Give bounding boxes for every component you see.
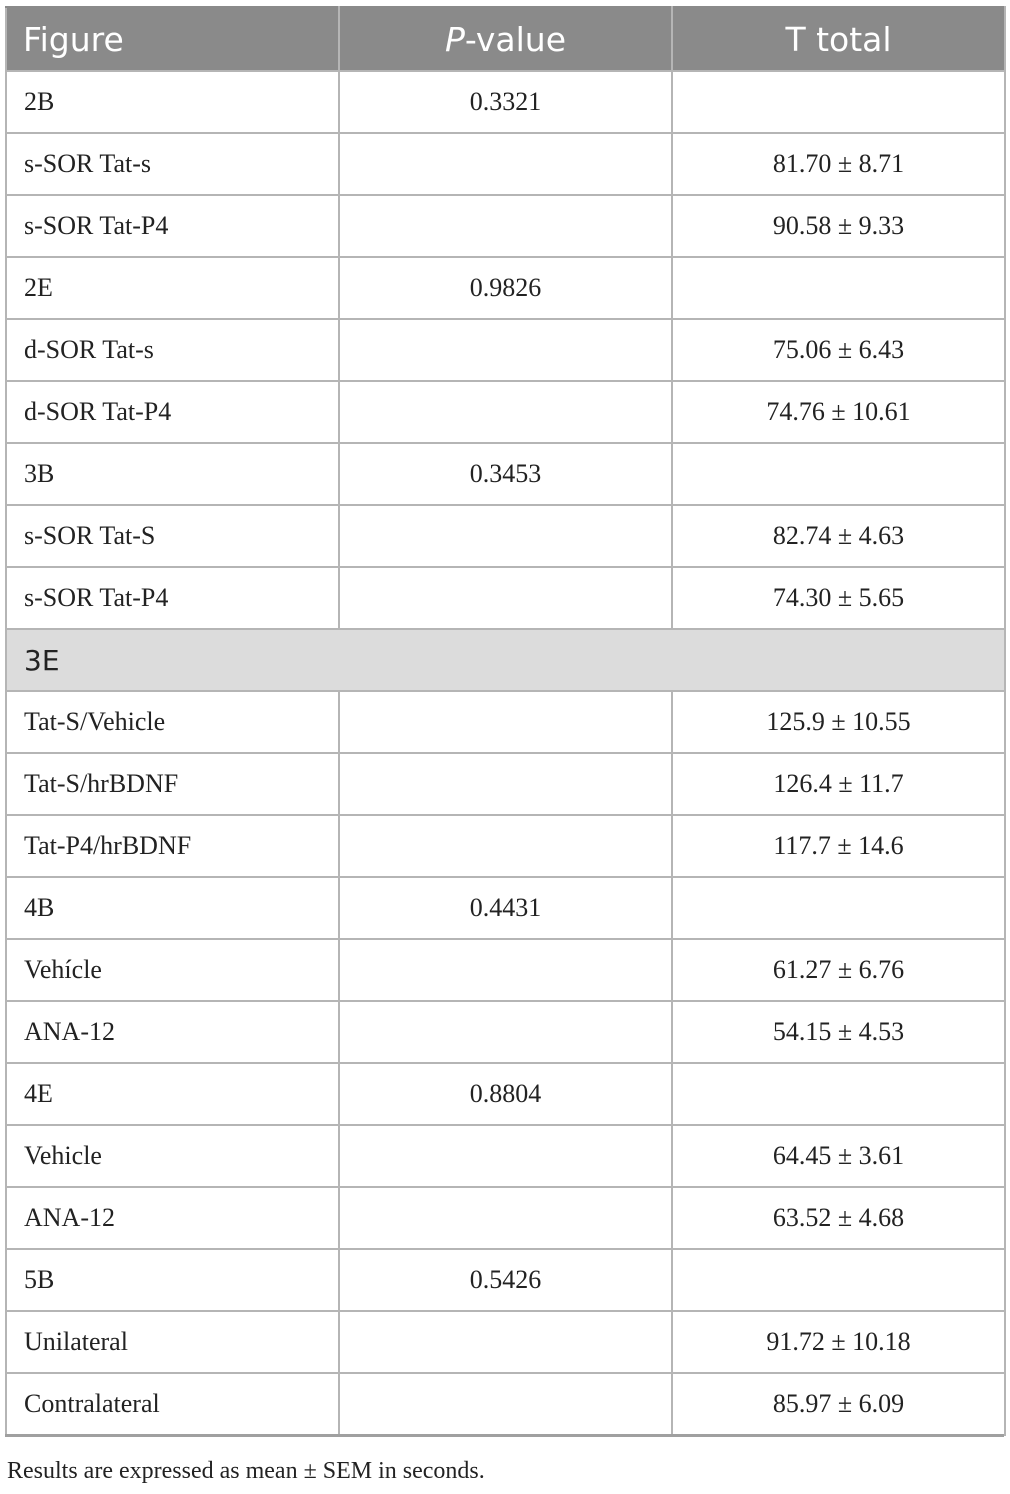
- cell-ttotal: 54.15 ± 4.53: [672, 1001, 1005, 1063]
- cell-ttotal: [672, 1063, 1005, 1125]
- table-row: [6, 815, 1005, 877]
- cell-ttotal: 125.9 ± 10.55: [672, 691, 1005, 753]
- table-footnote: Results are expressed as mean ± SEM in seconds.: [7, 1458, 485, 1484]
- cell-ttotal: 126.4 ± 11.7: [672, 753, 1005, 815]
- table-row: [6, 1249, 1005, 1311]
- cell-ttotal: 85.97 ± 6.09: [672, 1373, 1005, 1435]
- table-row: [6, 1187, 1005, 1249]
- cell-pvalue: [339, 1125, 672, 1187]
- cell-figure: s-SOR Tat-s: [6, 133, 339, 195]
- cell-pvalue: [339, 1373, 672, 1435]
- cell-figure: 2E: [6, 257, 339, 319]
- cell-figure: s-SOR Tat-P4: [6, 567, 339, 629]
- cell-ttotal: 117.7 ± 14.6: [672, 815, 1005, 877]
- cell-figure: Tat-S/Vehicle: [6, 691, 339, 753]
- table-row: [6, 753, 1005, 815]
- cell-figure: ANA-12: [6, 1001, 339, 1063]
- table-row: [6, 691, 1005, 753]
- cell-figure: d-SOR Tat-s: [6, 319, 339, 381]
- table-body: [6, 71, 1005, 1435]
- cell-pvalue: 0.3453: [339, 443, 672, 505]
- cell-pvalue: [339, 133, 672, 195]
- cell-ttotal: [672, 257, 1005, 319]
- cell-pvalue: [339, 753, 672, 815]
- cell-figure: d-SOR Tat-P4: [6, 381, 339, 443]
- group-row: [6, 629, 1005, 691]
- table-row: [6, 1063, 1005, 1125]
- cell-ttotal: 61.27 ± 6.76: [672, 939, 1005, 1001]
- results-table: [5, 6, 1006, 1436]
- header-pvalue: [339, 7, 672, 71]
- header-pvalue-rest: -value: [464, 19, 567, 59]
- cell-ttotal: 90.58 ± 9.33: [672, 195, 1005, 257]
- cell-pvalue: [339, 1001, 672, 1063]
- table-row: [6, 443, 1005, 505]
- cell-pvalue: [339, 319, 672, 381]
- header-row: [6, 7, 1005, 71]
- table-row: [6, 257, 1005, 319]
- cell-ttotal: [672, 443, 1005, 505]
- cell-ttotal: 63.52 ± 4.68: [672, 1187, 1005, 1249]
- table-row: [6, 1001, 1005, 1063]
- table-row: [6, 1125, 1005, 1187]
- cell-pvalue: [339, 567, 672, 629]
- table-row: [6, 505, 1005, 567]
- table-row: [6, 1373, 1005, 1435]
- group-label: 3E: [6, 629, 1005, 691]
- cell-ttotal: [672, 71, 1005, 133]
- cell-figure: 5B: [6, 1249, 339, 1311]
- cell-ttotal: [672, 1249, 1005, 1311]
- cell-figure: s-SOR Tat-S: [6, 505, 339, 567]
- cell-figure: Vehícle: [6, 939, 339, 1001]
- table-row: [6, 877, 1005, 939]
- results-table-container: [5, 6, 1004, 1437]
- cell-ttotal: 74.30 ± 5.65: [672, 567, 1005, 629]
- cell-figure: 3B: [6, 443, 339, 505]
- cell-pvalue: 0.5426: [339, 1249, 672, 1311]
- cell-pvalue: 0.9826: [339, 257, 672, 319]
- table-row: [6, 381, 1005, 443]
- cell-ttotal: 81.70 ± 8.71: [672, 133, 1005, 195]
- header-ttotal: T total: [672, 7, 1005, 71]
- cell-figure: Tat-P4/hrBDNF: [6, 815, 339, 877]
- table-row: [6, 71, 1005, 133]
- cell-pvalue: [339, 381, 672, 443]
- cell-pvalue: [339, 939, 672, 1001]
- header-figure: Figure: [6, 7, 339, 71]
- cell-pvalue: [339, 195, 672, 257]
- cell-pvalue: [339, 815, 672, 877]
- cell-figure: 4B: [6, 877, 339, 939]
- table-row: [6, 567, 1005, 629]
- table-row: [6, 1311, 1005, 1373]
- cell-pvalue: [339, 505, 672, 567]
- table-row: [6, 195, 1005, 257]
- table-row: [6, 319, 1005, 381]
- table-bottom-rule: [5, 1434, 1004, 1437]
- cell-ttotal: 74.76 ± 10.61: [672, 381, 1005, 443]
- cell-ttotal: [672, 877, 1005, 939]
- cell-pvalue: 0.8804: [339, 1063, 672, 1125]
- cell-ttotal: 91.72 ± 10.18: [672, 1311, 1005, 1373]
- cell-figure: ANA-12: [6, 1187, 339, 1249]
- cell-figure: 4E: [6, 1063, 339, 1125]
- cell-pvalue: [339, 1187, 672, 1249]
- cell-figure: Unilateral: [6, 1311, 339, 1373]
- cell-ttotal: 82.74 ± 4.63: [672, 505, 1005, 567]
- cell-pvalue: 0.3321: [339, 71, 672, 133]
- header-pvalue-italic: P: [444, 19, 465, 59]
- cell-figure: Tat-S/hrBDNF: [6, 753, 339, 815]
- cell-figure: Contralateral: [6, 1373, 339, 1435]
- cell-ttotal: 64.45 ± 3.61: [672, 1125, 1005, 1187]
- cell-pvalue: [339, 1311, 672, 1373]
- cell-pvalue: 0.4431: [339, 877, 672, 939]
- table-row: [6, 133, 1005, 195]
- cell-pvalue: [339, 691, 672, 753]
- cell-ttotal: 75.06 ± 6.43: [672, 319, 1005, 381]
- cell-figure: Vehicle: [6, 1125, 339, 1187]
- cell-figure: 2B: [6, 71, 339, 133]
- cell-figure: s-SOR Tat-P4: [6, 195, 339, 257]
- table-row: [6, 939, 1005, 1001]
